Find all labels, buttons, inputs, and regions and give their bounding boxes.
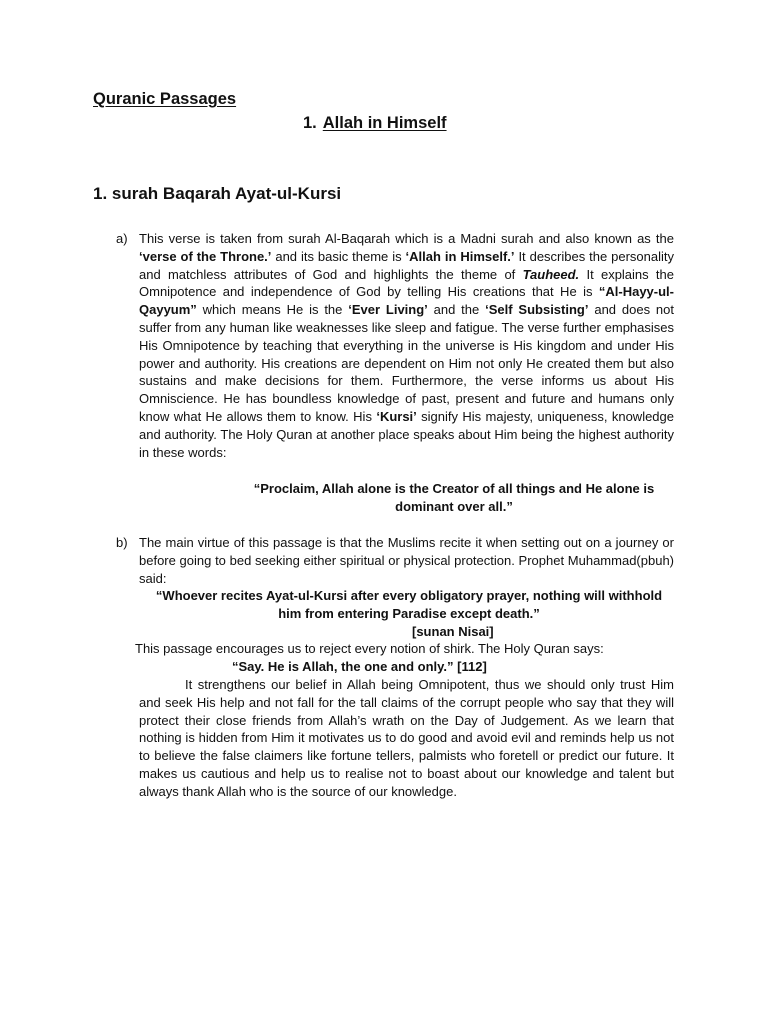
bold-italic-run: Tauheed. (522, 266, 580, 282)
shirk-line: This passage encourages us to reject every notion of shirk. The Holy Quran says: (135, 641, 604, 656)
bold-run: ‘Allah in Himself.’ (405, 248, 515, 264)
document-title: Quranic Passages (93, 90, 237, 108)
subsection-title: 1. surah Baqarah Ayat-ul-Kursi (93, 184, 342, 203)
text-run: which means He is the (196, 302, 349, 318)
quote-line: “Proclaim, Allah alone is the Creator of all things and He alone is (253, 481, 655, 496)
quote-line: “Whoever recites Ayat-ul-Kursi after every obligatory prayer, nothing will withhold (155, 588, 663, 603)
quote-line: dominant over all.” (395, 498, 513, 514)
closing-paragraph: It strengthens our belief in Allah being Omnipotent, thus we should only trust Him and seek His help and not fall for the tall claims of the corrupt people who say that they will protect their close friends from Allah’s wrath on the Day of Judgement. As we learn that nothing is hidden from Him it motivates us to do good and avoid evil and reminds help us not to believe the false claimers like fortune tellers, palmists who foretell or predict our future. It makes us cautious and help us to realise not to boast about our knowledge and talent but always thank Allah who is the source of our knowledge. (139, 677, 674, 799)
bold-run: “Al-Hayy-ul-Qayyum” (139, 284, 674, 318)
quote-line: him from entering Paradise except death.” (278, 605, 540, 621)
item-a-marker: a) (116, 231, 128, 246)
item-a-quote (230, 480, 678, 516)
section-heading (303, 114, 447, 133)
bold-run: ‘Ever Living’ (348, 302, 428, 318)
item-b-paragraph: The main virtue of this passage is that the Muslims recite it when setting out on a journey or before going to bed seeking either spiritual or physical protection. Prophet Muhammad(pbuh) said: (139, 535, 674, 586)
quran-quote: “Say. He is Allah, the one and only.” [112] (232, 659, 487, 674)
section-title: Allah in Himself (322, 114, 447, 132)
text-run: It explains the Omnipotence and independence of God by telling His creations that He is (139, 266, 675, 300)
citation: [sunan Nisai] (412, 624, 494, 639)
text-run: and the (427, 302, 486, 318)
item-b-quote (139, 587, 679, 623)
bold-run: ‘verse of the Throne.’ (139, 248, 272, 264)
item-a-paragraph (139, 230, 674, 461)
bold-run: ‘Kursi’ (376, 408, 417, 424)
item-b-marker: b) (116, 535, 128, 550)
text-run: It describes the personality and matchless attributes of God and highlights the theme of (139, 248, 675, 282)
text-run: signify His majesty, uniqueness, knowledge and authority. The Holy Quran at another place speaks about Him being the highest authority in these words: (139, 408, 674, 460)
section-number: 1. (303, 114, 317, 132)
text-run: and its basic theme is (271, 248, 406, 264)
bold-run: ‘Self Subsisting’ (485, 302, 589, 318)
text-run: and does not suffer from any human like weaknesses like sleep and fatigue. The verse further emphasises His Omnipotence by teaching that everything in the universe is His kingdom and under His power and authority. His creations are dependent on Him not only He created them but also sustains and make decisions for them. Furthermore, the verse informs us about His Omniscience. He has boundless knowledge of past, present and future and humans only know what He allows them to know. His (139, 302, 674, 424)
text-run: This verse is taken from surah Al-Baqarah which is a Madni surah and also known as the (139, 231, 674, 246)
